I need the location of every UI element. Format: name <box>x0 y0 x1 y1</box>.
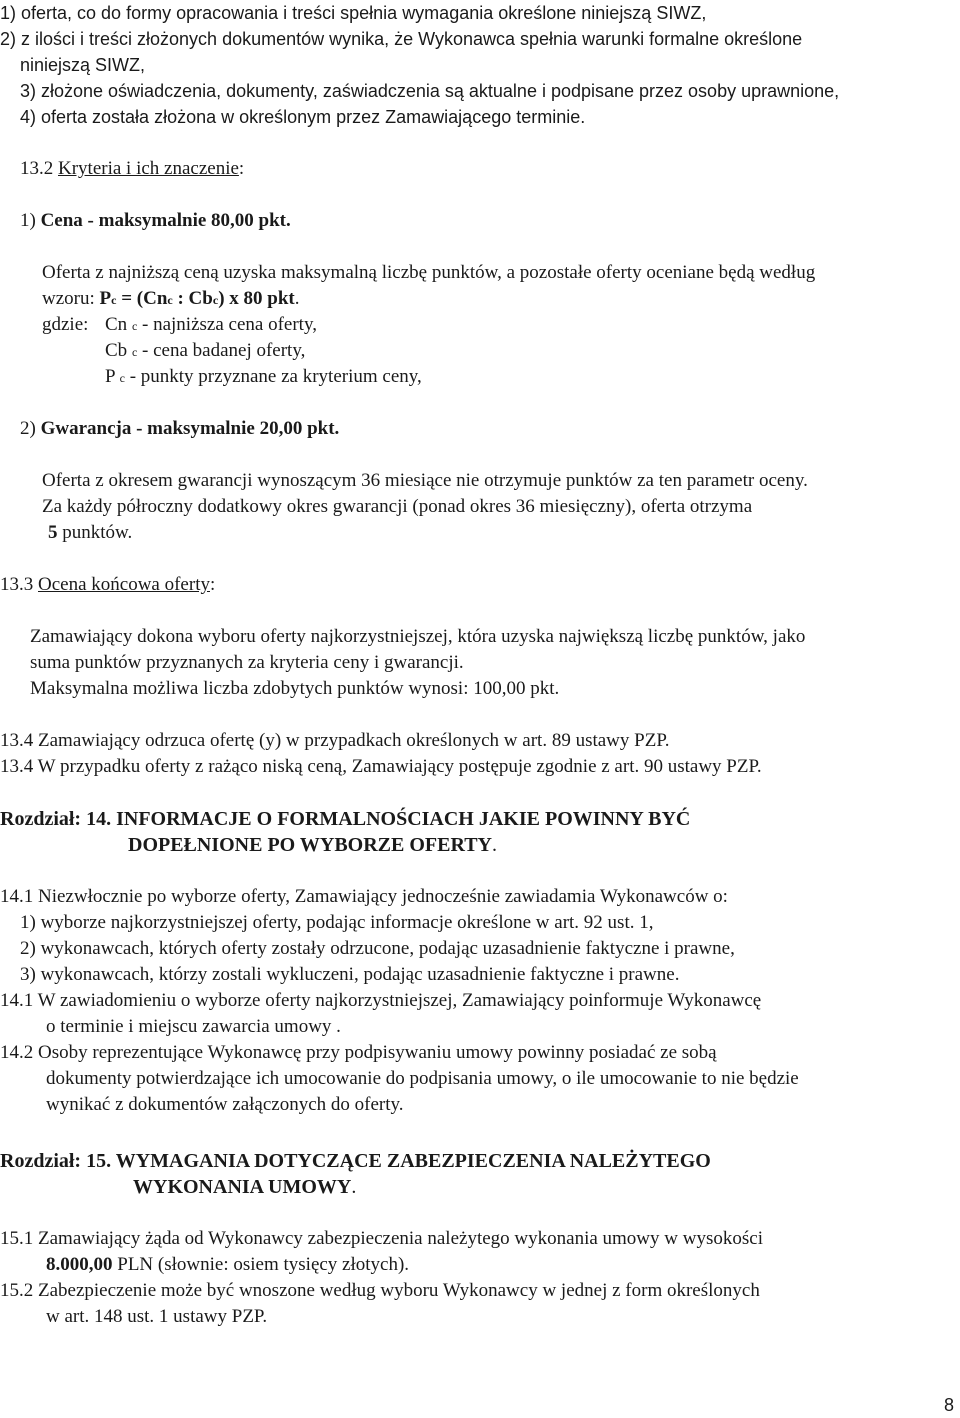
points-value: 5 <box>48 522 58 543</box>
definition-text: - cena badanej oferty, <box>137 340 306 361</box>
chapter-title-dot: . <box>491 834 497 856</box>
amount-value: 8.000,00 <box>46 1254 113 1275</box>
paragraph-line: 14.2 Osoby reprezentujące Wykonawcę przy podpisywaniu umowy powinny posiadać ze sobą <box>0 1042 717 1063</box>
definition-text: - najniższa cena oferty, <box>137 314 317 335</box>
formula-dot: . <box>294 288 300 309</box>
definition-subscript: c <box>119 371 125 385</box>
chapter-14-heading-cont <box>128 834 497 856</box>
criterion-number: 2) <box>20 418 41 439</box>
list-item: 2) wykonawcach, których oferty zostały odrzucone, podając uzasadnienie faktyczne i prawne, <box>20 938 735 959</box>
chapter-14-heading <box>0 808 690 830</box>
heading-colon: : <box>238 158 245 179</box>
heading-colon: : <box>209 574 216 595</box>
section-13-3-heading <box>0 574 215 596</box>
paragraph-line: Maksymalna możliwa liczba zdobytych punktów wynosi: 100,00 pkt. <box>30 678 560 699</box>
section-number: 13.3 <box>0 574 38 595</box>
paragraph-line: w art. 148 ust. 1 ustawy PZP. <box>46 1306 268 1327</box>
criterion-price-heading <box>20 210 291 232</box>
definition-line <box>105 340 305 363</box>
section-number: 13.2 <box>20 158 58 179</box>
formula-part: : Cb <box>172 288 213 309</box>
chapter-title: DOPEŁNIONE PO WYBORZE OFERTY <box>128 834 492 856</box>
paragraph-line: dokumenty potwierdzające ich umocowanie do podpisania umowy, o ile umocowanie to nie będzie <box>46 1068 799 1089</box>
paragraph-line: Za każdy półroczny dodatkowy okres gwarancji (ponad okres 36 miesięczny), oferta otrzyma <box>42 496 753 517</box>
list-item: 3) wykonawcach, którzy zostali wykluczeni, podając uzasadnienie faktyczne i prawne. <box>20 964 680 985</box>
definition-symbol: P <box>105 366 115 387</box>
paragraph-line: 15.1 Zamawiający żąda od Wykonawcy zabezpieczenia należytego wykonania umowy w wysokości <box>0 1228 763 1249</box>
definition-symbol: Cn <box>105 314 128 335</box>
gdzie-label: gdzie: <box>42 314 89 335</box>
points-label: punktów. <box>57 522 133 543</box>
paragraph-line: 14.1 Niezwłocznie po wyborze oferty, Zamawiający jednocześnie zawiadamia Wykonawców o: <box>0 886 728 907</box>
definition-subscript: c <box>131 345 138 359</box>
section-13-2-heading <box>20 158 244 180</box>
formula-line <box>42 288 299 311</box>
section-13-4-line: 13.4 Zamawiający odrzuca ofertę (y) w przypadkach określonych w art. 89 ustawy PZP. <box>0 730 670 751</box>
paragraph-line: 15.2 Zabezpieczenie może być wnoszone według wyboru Wykonawcy w jednej z form określonych <box>0 1280 760 1301</box>
chapter-15-heading-cont <box>133 1176 356 1198</box>
paragraph-line: o terminie i miejscu zawarcia umowy . <box>46 1016 341 1037</box>
formula-part: = (Cn <box>116 288 168 309</box>
condition-line: 3) złożone oświadczenia, dokumenty, zaświadczenia są aktualne i podpisane przez osoby uprawnione, <box>20 81 840 101</box>
formula-symbol: P <box>99 288 112 309</box>
chapter-title: WYMAGANIA DOTYCZĄCE ZABEZPIECZENIA NALEŻYTEGO <box>115 1150 711 1172</box>
condition-line: 1) oferta, co do formy opracowania i treści spełnia wymagania określone niniejszą SIWZ, <box>0 3 707 23</box>
section-13-4-line: 13.4 W przypadku oferty z rażąco niską ceną, Zamawiający postępuje zgodnie z art. 90 ustawy PZP. <box>0 756 762 777</box>
amount-description: PLN (słownie: osiem tysięcy złotych). <box>112 1254 410 1275</box>
criterion-title: Cena - maksymalnie 80,00 pkt. <box>40 210 291 231</box>
definition-line <box>105 314 317 337</box>
chapter-label: Rozdział: 15. <box>0 1150 116 1172</box>
paragraph-line: Zamawiający dokona wyboru oferty najkorzystniejszej, która uzyska największą liczbę punktów, jako <box>30 626 806 647</box>
formula-prefix: wzoru: <box>42 288 100 309</box>
criterion-title: Gwarancja - maksymalnie 20,00 pkt. <box>40 418 340 439</box>
definition-line <box>105 366 422 389</box>
section-title: Kryteria i ich znaczenie <box>58 158 239 179</box>
condition-line: 4) oferta została złożona w określonym przez Zamawiającego terminie. <box>20 107 586 127</box>
chapter-title: INFORMACJE O FORMALNOŚCIACH JAKIE POWINNY BYĆ <box>116 808 691 830</box>
formula-subscript: c <box>212 293 219 307</box>
paragraph-line: suma punktów przyznanych za kryteria ceny i gwarancji. <box>30 652 464 673</box>
page-number: 8 <box>944 1395 955 1415</box>
condition-line: 2) z ilości i treści złożonych dokumentów wynika, że Wykonawca spełnia warunki formalne określone <box>0 29 803 49</box>
section-title: Ocena końcowa oferty <box>38 574 210 595</box>
criterion-warranty-heading <box>20 418 339 440</box>
definition-subscript: c <box>131 319 138 333</box>
paragraph-line <box>48 522 132 544</box>
condition-line: niniejszą SIWZ, <box>20 55 146 75</box>
definition-text: - punkty przyznane za kryterium ceny, <box>124 366 422 387</box>
paragraph-line: Oferta z najniższą ceną uzyska maksymalną liczbę punktów, a pozostałe oferty oceniane będą według <box>42 262 816 283</box>
paragraph-line: Oferta z okresem gwarancji wynoszącym 36 miesiące nie otrzymuje punktów za ten parametr oceny. <box>42 470 808 491</box>
paragraph-line <box>46 1254 409 1276</box>
chapter-15-heading <box>0 1150 711 1172</box>
chapter-title: WYKONANIA UMOWY <box>133 1176 352 1198</box>
chapter-label: Rozdział: 14. <box>0 808 117 830</box>
criterion-number: 1) <box>20 210 41 231</box>
formula-subscript: c <box>111 293 117 307</box>
paragraph-line: 14.1 W zawiadomieniu o wyborze oferty najkorzystniejszej, Zamawiający poinformuje Wykonawcę <box>0 990 762 1011</box>
chapter-title-dot: . <box>351 1176 357 1198</box>
definition-symbol: Cb <box>105 340 128 361</box>
formula-part: ) x 80 pkt <box>218 288 295 309</box>
list-item: 1) wyborze najkorzystniejszej oferty, podając informacje określone w art. 92 ust. 1, <box>20 912 654 933</box>
formula-subscript: c <box>167 293 173 307</box>
paragraph-line: wynikać z dokumentów załączonych do oferty. <box>46 1094 404 1115</box>
